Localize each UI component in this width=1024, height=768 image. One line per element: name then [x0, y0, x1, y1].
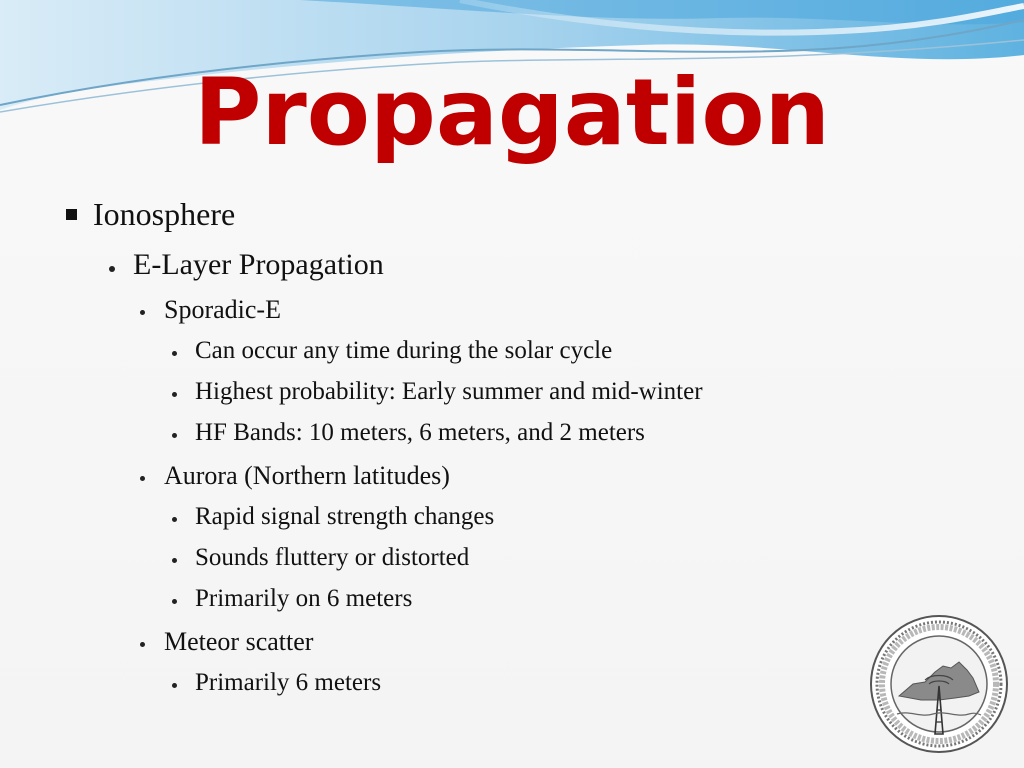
- dot-bullet-icon: [172, 517, 177, 522]
- dot-bullet-icon: [140, 476, 145, 481]
- dot-bullet-icon: [172, 558, 177, 563]
- bullet-e-layer: E-Layer Propagation: [133, 248, 384, 281]
- dot-bullet-icon: [109, 266, 115, 272]
- bullet-solar-cycle: Can occur any time during the solar cycle: [195, 337, 613, 364]
- dot-bullet-icon: [172, 683, 177, 688]
- dot-bullet-icon: [172, 392, 177, 397]
- dot-bullet-icon: [140, 642, 145, 647]
- seal-logo: [869, 614, 1009, 754]
- bullet-ionosphere: Ionosphere: [93, 196, 236, 232]
- square-bullet-icon: [66, 209, 77, 220]
- bullet-highest-probability: Highest probability: Early summer and mid-winter: [195, 378, 703, 405]
- bullet-aurora: Aurora (Northern latitudes): [164, 461, 450, 490]
- bullet-hf-bands: HF Bands: 10 meters, 6 meters, and 2 meters: [195, 419, 645, 446]
- bullet-primarily-6m: Primarily on 6 meters: [195, 585, 413, 612]
- slide-title: Propagation: [193, 59, 831, 166]
- bullet-sporadic-e: Sporadic-E: [164, 295, 281, 324]
- dot-bullet-icon: [140, 310, 145, 315]
- bullet-meteor-scatter: Meteor scatter: [164, 627, 314, 656]
- bullet-meteor-6m: Primarily 6 meters: [195, 669, 382, 696]
- dot-bullet-icon: [172, 351, 177, 356]
- dot-bullet-icon: [172, 599, 177, 604]
- bullet-rapid-signal: Rapid signal strength changes: [195, 503, 495, 530]
- dot-bullet-icon: [172, 433, 177, 438]
- bullet-fluttery: Sounds fluttery or distorted: [195, 544, 470, 571]
